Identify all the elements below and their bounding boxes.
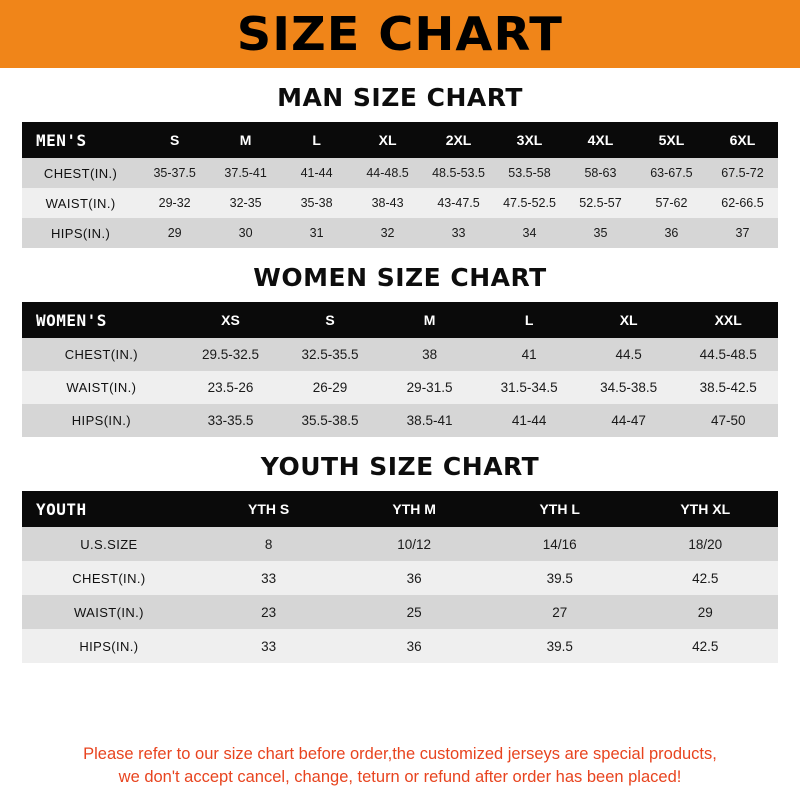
table-row xyxy=(22,404,778,437)
table-row xyxy=(22,561,778,595)
women-cell: 35.5-38.5 xyxy=(280,404,380,437)
men-col-header: 2XL xyxy=(423,122,494,158)
youth-cell: 27 xyxy=(487,595,633,629)
men-cell: 38-43 xyxy=(352,188,423,218)
women-section-title: WOMEN SIZE CHART xyxy=(253,263,547,292)
men-cell: 31 xyxy=(281,218,352,248)
women-size-table xyxy=(22,302,778,437)
youth-cell: 23 xyxy=(196,595,342,629)
youth-cell: 42.5 xyxy=(632,561,778,595)
women-cell: 34.5-38.5 xyxy=(579,371,679,404)
youth-cell: 29 xyxy=(632,595,778,629)
men-row-label: HIPS(IN.) xyxy=(22,218,139,248)
youth-row-label: HIPS(IN.) xyxy=(22,629,196,663)
men-cell: 32 xyxy=(352,218,423,248)
header-banner xyxy=(0,0,800,68)
women-row-label: HIPS(IN.) xyxy=(22,404,181,437)
men-cell: 63-67.5 xyxy=(636,158,707,188)
men-col-header: 4XL xyxy=(565,122,636,158)
youth-cell: 10/12 xyxy=(341,527,487,561)
men-cell: 53.5-58 xyxy=(494,158,565,188)
table-row xyxy=(22,527,778,561)
youth-row-label: CHEST(IN.) xyxy=(22,561,196,595)
table-row xyxy=(22,371,778,404)
youth-cell: 36 xyxy=(341,561,487,595)
women-cell: 44-47 xyxy=(579,404,679,437)
men-cell: 34 xyxy=(494,218,565,248)
men-row-label: WAIST(IN.) xyxy=(22,188,139,218)
men-cell: 29-32 xyxy=(139,188,210,218)
youth-row-label: WAIST(IN.) xyxy=(22,595,196,629)
women-row-label: CHEST(IN.) xyxy=(22,338,181,371)
men-cell: 37.5-41 xyxy=(210,158,281,188)
women-col-header: XXL xyxy=(678,302,778,338)
table-header-row xyxy=(22,122,778,158)
men-cell: 35-37.5 xyxy=(139,158,210,188)
men-row-label: CHEST(IN.) xyxy=(22,158,139,188)
men-cell: 48.5-53.5 xyxy=(423,158,494,188)
chart-content xyxy=(0,68,800,800)
women-cell: 47-50 xyxy=(678,404,778,437)
men-row-header-label: MEN'S xyxy=(22,122,139,158)
table-header-row xyxy=(22,491,778,527)
page-title: SIZE CHART xyxy=(236,7,564,61)
men-col-header: 6XL xyxy=(707,122,778,158)
table-row xyxy=(22,595,778,629)
table-row xyxy=(22,629,778,663)
youth-row-header-label: YOUTH xyxy=(22,491,196,527)
men-cell: 62-66.5 xyxy=(707,188,778,218)
men-col-header: L xyxy=(281,122,352,158)
women-cell: 44.5 xyxy=(579,338,679,371)
youth-row-label: U.S.SIZE xyxy=(22,527,196,561)
youth-cell: 18/20 xyxy=(632,527,778,561)
disclaimer-note xyxy=(22,729,778,800)
men-cell: 29 xyxy=(139,218,210,248)
women-cell: 32.5-35.5 xyxy=(280,338,380,371)
table-row xyxy=(22,338,778,371)
men-cell: 44-48.5 xyxy=(352,158,423,188)
women-cell: 29-31.5 xyxy=(380,371,480,404)
men-col-header: S xyxy=(139,122,210,158)
youth-cell: 14/16 xyxy=(487,527,633,561)
women-col-header: M xyxy=(380,302,480,338)
women-cell: 23.5-26 xyxy=(181,371,281,404)
youth-cell: 8 xyxy=(196,527,342,561)
men-cell: 41-44 xyxy=(281,158,352,188)
youth-size-table xyxy=(22,491,778,663)
men-cell: 35-38 xyxy=(281,188,352,218)
youth-cell: 36 xyxy=(341,629,487,663)
women-cell: 26-29 xyxy=(280,371,380,404)
women-row-label: WAIST(IN.) xyxy=(22,371,181,404)
youth-section-title: YOUTH SIZE CHART xyxy=(260,452,540,481)
table-row xyxy=(22,158,778,188)
men-cell: 47.5-52.5 xyxy=(494,188,565,218)
disclaimer-line-2: we don't accept cancel, change, teturn or refund after order has been placed! xyxy=(118,767,682,786)
men-cell: 58-63 xyxy=(565,158,636,188)
youth-col-header: YTH S xyxy=(196,491,342,527)
women-col-header: L xyxy=(479,302,579,338)
men-col-header: XL xyxy=(352,122,423,158)
women-cell: 33-35.5 xyxy=(181,404,281,437)
women-col-header: XL xyxy=(579,302,679,338)
men-cell: 57-62 xyxy=(636,188,707,218)
men-col-header: M xyxy=(210,122,281,158)
women-cell: 31.5-34.5 xyxy=(479,371,579,404)
youth-cell: 39.5 xyxy=(487,629,633,663)
youth-cell: 25 xyxy=(341,595,487,629)
women-col-header: XS xyxy=(181,302,281,338)
men-col-header: 5XL xyxy=(636,122,707,158)
youth-col-header: YTH L xyxy=(487,491,633,527)
men-cell: 52.5-57 xyxy=(565,188,636,218)
youth-cell: 39.5 xyxy=(487,561,633,595)
table-row xyxy=(22,218,778,248)
men-cell: 35 xyxy=(565,218,636,248)
men-cell: 67.5-72 xyxy=(707,158,778,188)
men-size-table xyxy=(22,122,778,248)
women-cell: 41-44 xyxy=(479,404,579,437)
women-cell: 41 xyxy=(479,338,579,371)
men-cell: 33 xyxy=(423,218,494,248)
women-col-header: S xyxy=(280,302,380,338)
table-header-row xyxy=(22,302,778,338)
men-cell: 32-35 xyxy=(210,188,281,218)
youth-col-header: YTH XL xyxy=(632,491,778,527)
men-cell: 30 xyxy=(210,218,281,248)
men-cell: 36 xyxy=(636,218,707,248)
men-col-header: 3XL xyxy=(494,122,565,158)
men-cell: 37 xyxy=(707,218,778,248)
women-cell: 44.5-48.5 xyxy=(678,338,778,371)
men-section-title: MAN SIZE CHART xyxy=(277,83,523,112)
women-cell: 29.5-32.5 xyxy=(181,338,281,371)
youth-cell: 33 xyxy=(196,629,342,663)
disclaimer-line-1: Please refer to our size chart before order,the customized jerseys are special products, xyxy=(83,745,717,764)
table-row xyxy=(22,188,778,218)
women-cell: 38 xyxy=(380,338,480,371)
women-row-header-label: WOMEN'S xyxy=(22,302,181,338)
women-cell: 38.5-41 xyxy=(380,404,480,437)
men-cell: 43-47.5 xyxy=(423,188,494,218)
women-cell: 38.5-42.5 xyxy=(678,371,778,404)
youth-col-header: YTH M xyxy=(341,491,487,527)
youth-cell: 33 xyxy=(196,561,342,595)
youth-cell: 42.5 xyxy=(632,629,778,663)
